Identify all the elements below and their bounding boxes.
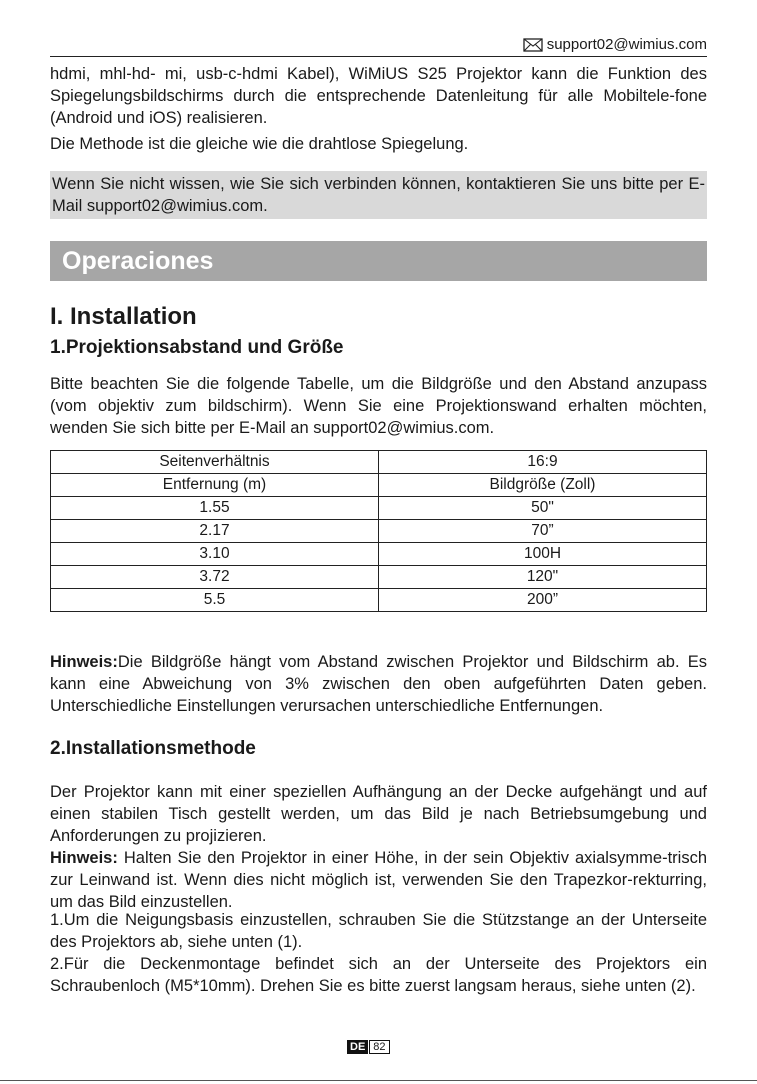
header-divider bbox=[50, 56, 707, 57]
table-row bbox=[51, 589, 707, 612]
hint-text: Die Bildgröße hängt vom Abstand zwischen Projektor und Bildschirm ab. Es kann eine Abweichung von 3% zwischen den oben aufgeführten Daten geben. Unterschiedliche Einstellungen verursachen unterschiedliche Entfernungen. bbox=[50, 653, 707, 715]
table-cell: Seitenverhältnis bbox=[51, 451, 379, 474]
table-cell: Entfernung (m) bbox=[51, 474, 379, 497]
table-cell: Bildgröße (Zoll) bbox=[379, 474, 707, 497]
table-cell: 120" bbox=[379, 566, 707, 589]
installation-method-text: Der Projektor kann mit einer speziellen Aufhängung an der Decke aufgehängt und auf einen stabilen Tisch gestellt werden, um das Bild je nach Betriebsumgebung und Anforderungen zu projizieren. bbox=[50, 783, 707, 845]
table-cell: 3.10 bbox=[51, 543, 379, 566]
installation-hint-label: Hinweis: bbox=[50, 849, 118, 867]
table-cell: 2.17 bbox=[51, 520, 379, 543]
intro-method-note: Die Methode ist die gleiche wie die drahtlose Spiegelung. bbox=[50, 135, 469, 153]
page-badge bbox=[347, 1040, 390, 1054]
projection-distance-heading: 1.Projektionsabstand und Größe bbox=[50, 337, 344, 358]
table-cell: 50" bbox=[379, 497, 707, 520]
table-row bbox=[51, 451, 707, 474]
step-2: 2.Für die Deckenmontage befindet sich an der Unterseite des Projektors ein Schraubenloch (M5*10mm). Drehen Sie es bitte zuerst langsam heraus, siehe unten (2). bbox=[50, 955, 707, 995]
header-email bbox=[523, 36, 707, 53]
table-row bbox=[51, 566, 707, 589]
table-cell: 16:9 bbox=[379, 451, 707, 474]
hint-label: Hinweis: bbox=[50, 653, 118, 671]
projection-table bbox=[50, 450, 707, 612]
table-row bbox=[51, 543, 707, 566]
footer-divider bbox=[0, 1080, 757, 1081]
table-row bbox=[51, 520, 707, 543]
header-email-text: support02@wimius.com bbox=[546, 36, 707, 53]
table-cell: 3.72 bbox=[51, 566, 379, 589]
installation-hint-text: Halten Sie den Projektor in einer Höhe, in der sein Objektiv axialsymme-trisch zur Leinwand ist. Wenn dies nicht möglich ist, verwenden Sie den Trapezkor-rekturring, um das Bild einzustellen. bbox=[50, 849, 707, 911]
step-1: 1.Um die Neigungsbasis einzustellen, schrauben Sie die Stützstange an der Unterseite des Projektors ab, siehe unten (1). bbox=[50, 911, 707, 951]
table-cell: 100H bbox=[379, 543, 707, 566]
table-cell: 5.5 bbox=[51, 589, 379, 612]
table-row bbox=[51, 474, 707, 497]
installation-hint bbox=[50, 847, 707, 913]
table-row bbox=[51, 497, 707, 520]
page-number: 82 bbox=[369, 1040, 389, 1054]
language-tag: DE bbox=[347, 1040, 368, 1054]
contact-note: Wenn Sie nicht wissen, wie Sie sich verbinden können, kontaktieren Sie uns bitte per E-Mail support02@wimius.com. bbox=[50, 171, 707, 219]
table-cell: 70” bbox=[379, 520, 707, 543]
section-title-bar: Operaciones bbox=[50, 241, 707, 281]
envelope-icon bbox=[523, 38, 543, 52]
projection-distance-text: Bitte beachten Sie die folgende Tabelle, um die Bildgröße und den Abstand anzupass (vom objektiv zum bildschirm). Wenn Sie eine Projektionswand erhalten möchten, wenden Sie sich bitte per E-Mail an support02@wimius.com. bbox=[50, 375, 707, 437]
intro-paragraph: hdmi, mhl-hd- mi, usb-c-hdmi Kabel), WiMiUS S25 Projektor kann die Funktion des Spiegelungsbildschirms durch die entsprechende Datenleitung für alle Mobiltele-fone (Android und iOS) realisieren. bbox=[50, 65, 707, 127]
table-cell: 200” bbox=[379, 589, 707, 612]
table-cell: 1.55 bbox=[51, 497, 379, 520]
installation-heading: I. Installation bbox=[50, 303, 197, 330]
hint-paragraph bbox=[50, 651, 707, 717]
installation-method-heading: 2.Installationsmethode bbox=[50, 738, 256, 759]
